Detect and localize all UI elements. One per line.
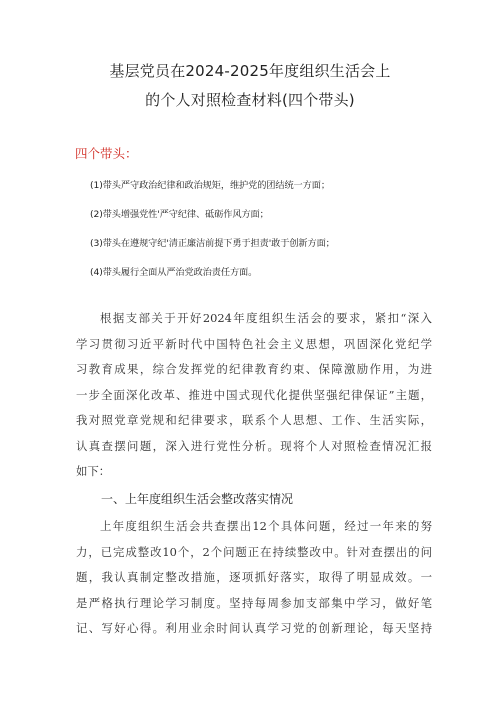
intro-line: 我对照党章党规和纪律要求，联系个人思想、工作、生活实际，	[76, 413, 432, 427]
lead-item-1: (1)带头严守政治纪律和政治规矩，维护党的团结统一方面；	[90, 180, 330, 191]
lead-item-2: (2)带头增强党性'严守纪律、砥砺作风方面；	[90, 209, 269, 220]
intro-line: 如下：	[76, 464, 111, 478]
intro-line: 认真查摆问题，深入进行党性分析。现将个人对照检查情况汇报	[76, 438, 432, 453]
intro-paragraph	[76, 306, 432, 485]
section-1-line: 记、写好心得。利用业余时间认真学习党的创新理论，每天坚持	[76, 621, 432, 635]
section-heading-1: 一、上年度组织生活会整改落实情况	[101, 492, 294, 506]
section-1-line: 是严格执行理论学习制度。坚持每周参加支部集中学习，做好笔	[76, 595, 432, 610]
intro-line: 根据支部关于开好2024年度组织生活会的要求，紧扣“深入	[100, 311, 432, 325]
lead-item-3: (3)带头在遵规守纪'清正廉洁前提下勇于担责'敢于创新方面；	[90, 238, 335, 249]
four-leads-heading: 四个带头：	[75, 146, 138, 161]
document-title-line-2: 的个人对照检查材料(四个带头)	[145, 91, 355, 109]
section-1-paragraph	[76, 514, 432, 642]
section-1-line: 题，我认真制定整改措施，逐项抓好落实，取得了明显成效。一	[76, 570, 432, 584]
intro-line: 习教育成果，综合发挥党的纪律教育约束、保障激励作用，为进	[76, 362, 432, 376]
document-title-line-1: 基层党员在2024-2025年度组织生活会上	[109, 62, 391, 80]
section-1-line: 上年度组织生活会共查摆出12个具体问题，经过一年来的努	[100, 519, 432, 533]
intro-line: 学习贯彻习近平新时代中国特色社会主义思想，巩固深化党纪学	[76, 336, 432, 351]
intro-line: 一步全面深化改革、推进中国式现代化提供坚强纪律保证”主题，	[76, 387, 432, 402]
lead-item-4: (4)带头履行全面从严治党政治责任方面。	[90, 267, 258, 278]
section-1-line: 力，已完成整改10个，2个问题正在持续整改中。针对查摆出的问	[76, 544, 432, 559]
